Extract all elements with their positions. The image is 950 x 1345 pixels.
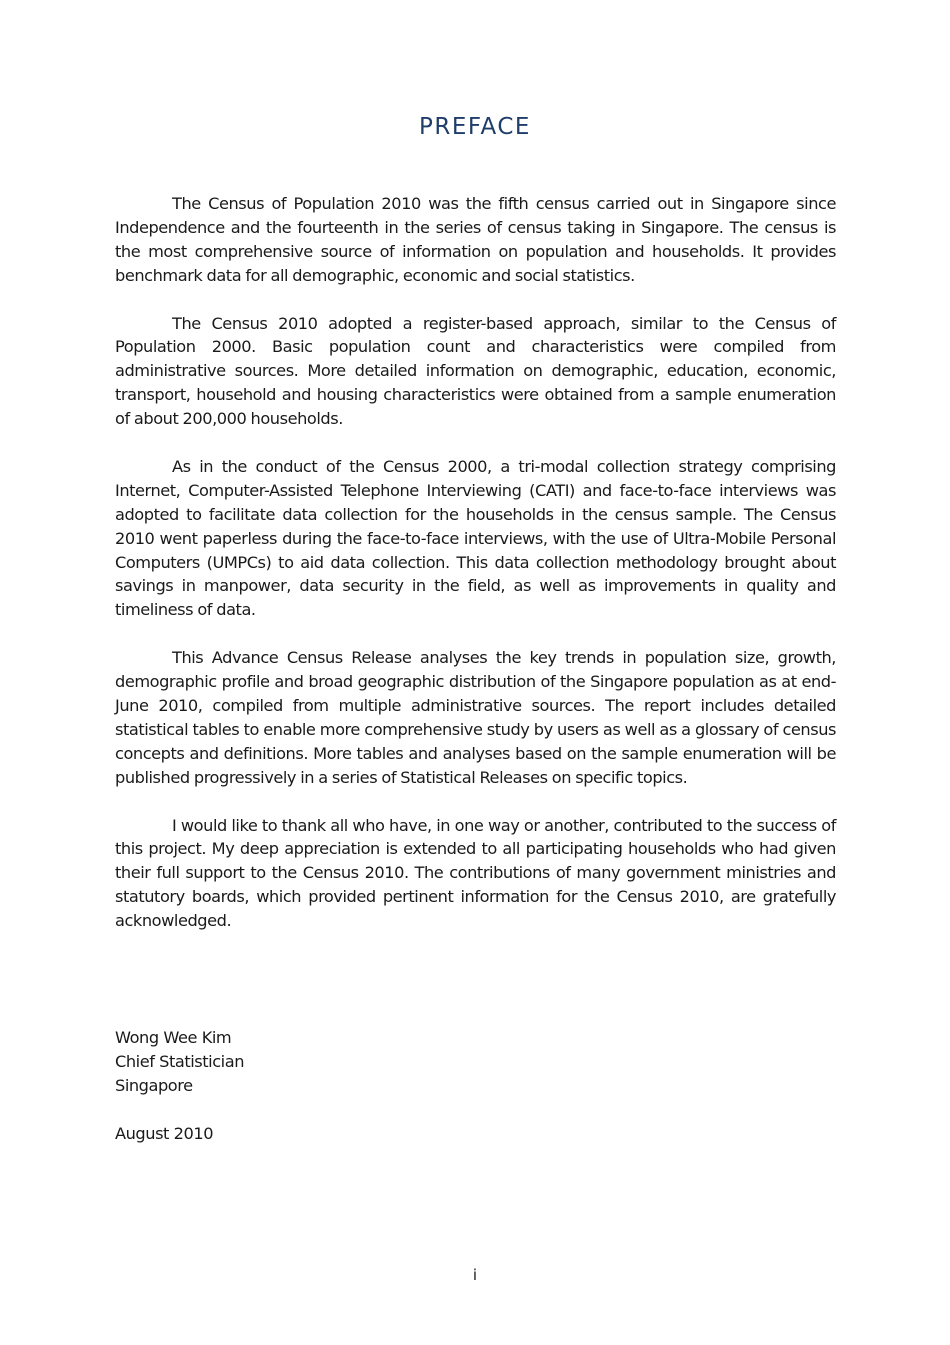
paragraph-4: This Advance Census Release analyses the key trends in population size, growth, demographic profile and broad geographic distribution of the Singapore population as at end-June 2010, compiled from multiple administrative sources. The report includes detailed statistical tables to enable more comprehensive study by users as well as a glossary of census concepts and definitions. More tables and analyses based on the sample enumeration will be published progressively in a series of Statistical Releases on specific topics. [115, 648, 836, 787]
signatory-name: Wong Wee Kim [115, 1028, 232, 1047]
signatory-location: Singapore [115, 1075, 193, 1095]
preface-body [115, 192, 836, 957]
paragraph-2: The Census 2010 adopted a register-based approach, similar to the Census of Population 2000. Basic population count and characteristics were compiled from administrative sources. More detailed information on demographic, education, economic, transport, household and housing characteristics were obtained from a sample enumeration of about 200,000 households. [115, 313, 836, 429]
paragraph-1: The Census of Population 2010 was the fifth census carried out in Singapore since Independence and the fourteenth in the series of census taking in Singapore. The census is the most comprehensive source of information on population and households. It provides benchmark data for all demographic, economic and social statistics. [115, 194, 836, 285]
paragraph-3: As in the conduct of the Census 2000, a tri-modal collection strategy comprising Internet, Computer-Assisted Telephone Interviewing (CATI) and face-to-face interviews was adopted to facilitate data collection for the households in the census sample. The Census 2010 went paperless during the face-to-face interviews, with the use of Ultra-Mobile Personal Computers (UMPCs) to aid data collection. This data collection methodology brought about savings in manpower, data security in the field, as well as improvements in quality and timeliness of data. [115, 456, 836, 620]
signatory-role: Chief Statistician [115, 1051, 245, 1071]
page-number: i [472, 1266, 478, 1284]
page-title: PREFACE [419, 114, 531, 140]
paragraph-5: I would like to thank all who have, in one way or another, contributed to the success of this project. My deep appreciation is extended to all participating households who had given their full support to the Census 2010. The contributions of many government ministries and statutory boards, which provided pertinent information for the Census 2010, are gratefully acknowledged. [115, 815, 836, 931]
signature-block [115, 1026, 244, 1098]
document-date: August 2010 [115, 1124, 214, 1143]
